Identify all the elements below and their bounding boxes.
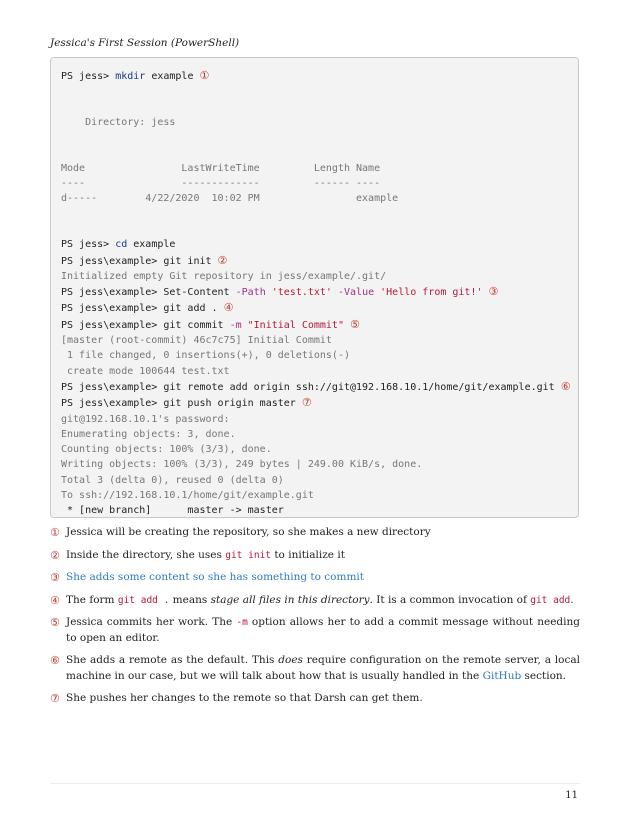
code-line: PS jess\example> git push origin master ⑦ bbox=[61, 396, 312, 410]
code-output-line: 1 file changed, 0 insertions(+), 0 deletions(-) bbox=[61, 350, 350, 362]
code-line: PS jess\example> Set-Content -Path 'test.txt' -Value 'Hello from git!' ③ bbox=[61, 285, 499, 299]
note-4: ④ The form git add . means stage all files in this directory. It is a common invocation of git add. bbox=[50, 593, 574, 607]
code-output-line: Counting objects: 100% (3/3), done. bbox=[61, 444, 272, 456]
code-output-line: To ssh://192.168.10.1/home/git/example.git bbox=[61, 490, 314, 502]
callout-marker: ⑤ bbox=[350, 317, 360, 331]
code-output-line: Directory: jess bbox=[61, 116, 176, 128]
code-output-line: Enumerating objects: 3, done. bbox=[61, 428, 236, 440]
code-output-line: git@192.168.10.1's password: bbox=[61, 413, 230, 425]
inline-code: -m bbox=[236, 617, 248, 628]
callout-marker: ④ bbox=[223, 301, 234, 315]
callout-marker: ③ bbox=[488, 285, 499, 299]
code-output-line: Total 3 (delta 0), reused 0 (delta 0) bbox=[61, 474, 284, 486]
code-output-line: ---- ------------- ------ ---- bbox=[61, 178, 381, 190]
note-1: ① Jessica will be creating the repository, so she makes a new directory bbox=[50, 526, 431, 539]
note-6: ⑥ She adds a remote as the default. This does require configuration on the remote server, a local machine in our case, but we will talk about how that is usually handled in the GitHub section. bbox=[50, 654, 580, 682]
note-7: ⑦ She pushes her changes to the remote so that Darsh can get them. bbox=[50, 692, 423, 705]
code-line: PS jess> mkdir example ① bbox=[61, 69, 210, 82]
note-3: ③ She adds some content so she has something to commit bbox=[50, 571, 364, 584]
code-output-line: Writing objects: 100% (3/3), 249 bytes | 249.00 KiB/s, done. bbox=[61, 459, 423, 471]
code-line: PS jess\example> git commit -m "Initial Commit" ⑤ bbox=[61, 317, 360, 331]
callout-marker: ① bbox=[199, 69, 210, 82]
note-2: ② Inside the directory, she uses git init to initialize it bbox=[50, 548, 345, 562]
listing-caption: Jessica's First Session (PowerShell) bbox=[50, 37, 240, 49]
github-link[interactable]: GitHub bbox=[482, 669, 522, 682]
code-line: PS jess\example> git init ② bbox=[61, 253, 228, 267]
inline-code: git add . bbox=[117, 594, 170, 606]
code-output-line: create mode 100644 test.txt bbox=[61, 365, 230, 377]
code-listing bbox=[50, 57, 579, 518]
note-5: ⑤ Jessica commits her work. The -m option allows her to add a commit message without needing to open an editor. bbox=[50, 616, 580, 644]
code-line: PS jess\example> git remote add origin ssh://git@192.168.10.1/home/git/example.git ⑥ bbox=[61, 379, 571, 393]
code-line: PS jess> cd example bbox=[61, 239, 176, 251]
code-output-line: Initialized empty Git repository in jess/example/.git/ bbox=[61, 270, 387, 282]
callout-notes bbox=[50, 525, 580, 714]
code-output-line: [master (root-commit) 46c7c75] Initial Commit bbox=[61, 335, 332, 347]
callout-marker: ⑥ bbox=[560, 379, 571, 393]
inline-code: git init bbox=[225, 549, 271, 561]
inline-code: git add bbox=[530, 594, 571, 606]
callout-marker: ⑦ bbox=[301, 396, 312, 410]
code-line: PS jess\example> git add . ④ bbox=[61, 301, 234, 315]
code-output-line: d----- 4/22/2020 10:02 PM example bbox=[61, 193, 399, 205]
code-block bbox=[61, 68, 571, 519]
code-output-line: Mode LastWriteTime Length Name bbox=[61, 162, 381, 174]
callout-marker: ② bbox=[217, 253, 228, 267]
page-number: 11 bbox=[565, 790, 578, 801]
footer-divider bbox=[50, 783, 580, 784]
code-output-line: * [new branch] master -> master bbox=[61, 505, 284, 517]
